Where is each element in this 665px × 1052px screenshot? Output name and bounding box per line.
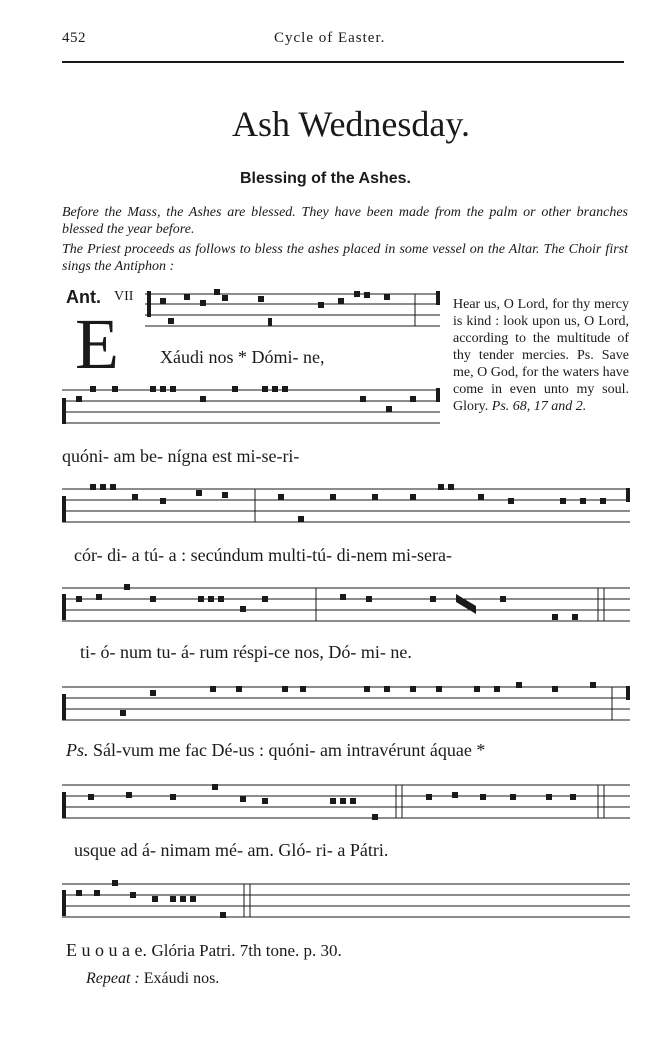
translation-text: Hear us, O Lord, for thy mercy is kind : look upon us, O Lord, according to the multitude of thy tender mercies. Ps. Save me, O God, for the waters have come in even unto my soul. Glory. <box>453 297 629 414</box>
psalm-text: Sál-vum me fac Dé-us : quóni- am intravérunt áquae * <box>93 740 486 760</box>
section-subtitle: Blessing of the Ashes. <box>240 170 411 187</box>
rubric-1: Before the Mass, the Ashes are blessed. They have been made from the palm or other branches blessed the year before. <box>62 205 628 237</box>
repeat-instruction <box>86 970 219 988</box>
staff-2 <box>62 390 440 423</box>
lyric-line-5 <box>66 740 485 761</box>
antiphon-label: Ant. <box>66 287 101 307</box>
initial-letter: E <box>75 304 119 384</box>
lyric-line-1: Xáudi nos * Dómi- ne, <box>160 347 325 367</box>
page-title: Ash Wednesday. <box>232 104 471 144</box>
staff-5 <box>62 687 630 720</box>
repeat-text: Exáudi nos. <box>143 970 220 987</box>
staff-4 <box>62 588 630 621</box>
page-number: 452 <box>62 30 86 46</box>
rubric-2: The Priest proceeds as follows to bless the ashes placed in some vessel on the Altar. The Choir first sings the Antiphon : <box>62 242 628 274</box>
lyric-line-7 <box>66 940 342 961</box>
psalm-label: Ps. <box>66 740 89 760</box>
lyric-line-4: ti- ó- num tu- á- rum réspi-ce nos, Dó- mi- ne. <box>80 642 412 662</box>
euouae-text: E u o u a e. <box>66 940 147 960</box>
staff-7 <box>62 884 630 917</box>
lyric-line-3: cór- di- a tú- a : secúndum multi-tú- di-nem mi-sera- <box>74 545 453 565</box>
gloria-reference: Glória Patri. 7th tone. p. 30. <box>151 941 342 960</box>
translation-source: Ps. 68, 17 and 2. <box>491 399 587 414</box>
running-title: Cycle of Easter. <box>274 30 386 46</box>
staff-3 <box>62 489 630 522</box>
lyric-line-6: usque ad á- nimam mé- am. Gló- ri- a Pátri. <box>74 840 389 860</box>
lyric-line-2: quóni- am be- nígna est mi-se-ri- <box>62 446 300 466</box>
repeat-label: Repeat : <box>86 970 140 987</box>
antiphon-mode: VII <box>114 289 134 304</box>
